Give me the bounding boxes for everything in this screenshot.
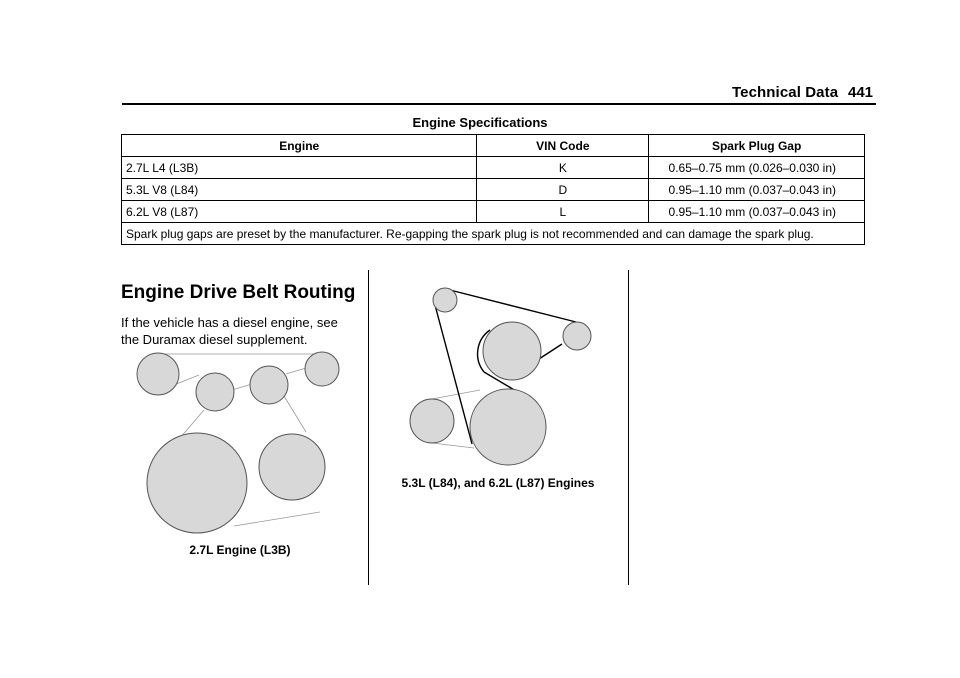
column-header: Spark Plug Gap bbox=[649, 135, 865, 157]
pulley bbox=[137, 353, 179, 395]
table-cell: L bbox=[477, 201, 649, 223]
pulley bbox=[410, 399, 454, 443]
table-cell: 0.95–1.10 mm (0.037–0.043 in) bbox=[649, 179, 865, 201]
belt-diagram-5-3l-6-2l bbox=[410, 288, 591, 465]
pulley bbox=[470, 389, 546, 465]
table-cell: 0.65–0.75 mm (0.026–0.030 in) bbox=[649, 157, 865, 179]
table-cell: 6.2L V8 (L87) bbox=[122, 201, 477, 223]
table-cell: 0.95–1.10 mm (0.037–0.043 in) bbox=[649, 201, 865, 223]
pulley bbox=[483, 322, 541, 380]
page-number: 441 bbox=[848, 84, 874, 101]
table-cell: 5.3L V8 (L84) bbox=[122, 179, 477, 201]
running-header-title: Technical Data bbox=[732, 84, 839, 101]
figure-caption-5-3l-6-2l: 5.3L (L84), and 6.2L (L87) Engines bbox=[401, 476, 595, 490]
pulley bbox=[147, 433, 247, 533]
pulley bbox=[196, 373, 234, 411]
belt-diagram-2-7l bbox=[137, 352, 339, 533]
column-header: VIN Code bbox=[477, 135, 649, 157]
body-paragraph: If the vehicle has a diesel engine, see the Duramax diesel supplement. bbox=[121, 315, 338, 347]
table-title: Engine Specifications bbox=[412, 115, 548, 130]
table-cell: 2.7L L4 (L3B) bbox=[122, 157, 477, 179]
table-cell: K bbox=[477, 157, 649, 179]
pulley bbox=[563, 322, 591, 350]
table-note: Spark plug gaps are preset by the manufacturer. Re-gapping the spark plug is not recommended and can damage the spark plug. bbox=[122, 223, 865, 245]
pulley bbox=[433, 288, 457, 312]
pulley bbox=[250, 366, 288, 404]
pulley bbox=[259, 434, 325, 500]
table-cell: D bbox=[477, 179, 649, 201]
pulley bbox=[305, 352, 339, 386]
section-heading: Engine Drive Belt Routing bbox=[121, 282, 356, 303]
column-header: Engine bbox=[122, 135, 477, 157]
figure-caption-2-7l: 2.7L Engine (L3B) bbox=[189, 543, 291, 557]
